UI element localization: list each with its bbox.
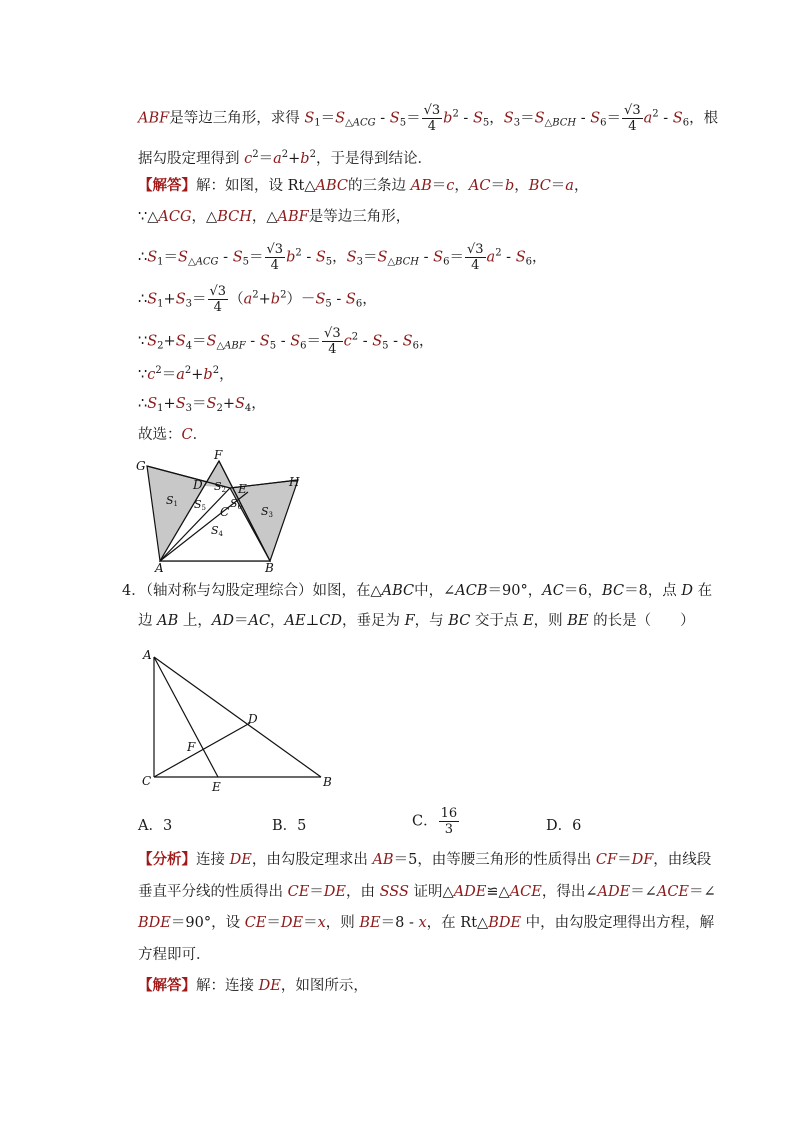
analysis4-line-3: BDE＝90°，设 CE＝DE＝x，则 BE＝8 - x，在 Rt△BDE 中，由勾股定理得出方程，解 <box>138 915 715 931</box>
choice-c: C． $\frac{16}{3}$ <box>412 806 458 837</box>
analysis-line-2: 据勾股定理得到 $c^2=a^2+b^2$，于是得到结论． <box>138 149 432 167</box>
solution-line-7: $\therefore S_1+S_3=S_2+S_4$， <box>138 396 266 414</box>
label-b: B <box>265 561 274 573</box>
label-e: E <box>212 780 221 794</box>
choice-b: B．5 <box>272 818 307 834</box>
choice-d: D．6 <box>546 818 582 834</box>
label-s6: S6 <box>230 497 243 511</box>
question-4-line-2: 边 AB 上，AD＝AC，AE⊥CD，垂足为 F，与 BC 交于点 E，则 BE 的长是（ ） <box>138 613 695 629</box>
label-d: D <box>248 712 258 726</box>
solution-line-1: 【解答】解：如图，设 Rt△ABC的三条边 AB＝c，AC＝b，BC＝a， <box>138 177 589 194</box>
label-s4: S4 <box>211 524 224 538</box>
solution4-line-1: 【解答】解：连接 DE，如图所示， <box>138 977 368 994</box>
label-s2: S2 <box>214 480 227 494</box>
label-d: D <box>193 478 203 492</box>
figure-2-right-triangle <box>135 645 340 795</box>
solution-line-5: $\because S_2+S_4=S_{\triangle ABF} - S_5 - S_6=$ $\frac{√3}{4}$ $c^2 - S_5 - S_6$， <box>138 326 434 357</box>
label-a: A <box>155 561 164 573</box>
label-f: F <box>187 740 196 754</box>
label-a: A <box>143 648 152 662</box>
label-s3: S3 <box>261 505 274 519</box>
analysis4-line-2: 垂直平分线的性质得出 CE＝DE，由 SSS 证明△ADE≌△ACE，得出∠ADE＝∠ACE＝∠ <box>138 884 716 900</box>
label-f: F <box>214 448 223 462</box>
question-4-line-1: 4．（轴对称与勾股定理综合）如图，在△ABC中，∠ACB＝90°，AC＝6，BC＝8，点 D 在 <box>122 583 713 599</box>
label-g: G <box>136 459 146 473</box>
solution-line-3: $\therefore S_1=S_{\triangle ACG} - S_5=$ $\frac{√3}{4}$ $b^2 - S_5$，$S_3=S_{\triangle BCH} - S_6=$ $\frac{√3}{4}$ $a^2 - S_6$， <box>138 242 547 273</box>
label-b: B <box>323 775 332 789</box>
solution-conclusion: 故选：C． <box>138 427 208 443</box>
label-s1: S1 <box>166 494 179 508</box>
label-h: H <box>289 475 300 489</box>
label-c: C <box>142 774 152 788</box>
solution-line-4: $\therefore S_1+S_3=$ $\frac{√3}{4}$ $(a^2+b^2)-S_5 - S_6$， <box>138 284 377 315</box>
choice-a: A．3 <box>138 818 173 834</box>
analysis4-line-4: 方程即可． <box>138 947 211 963</box>
solution-line-2: ∵△ACG，△BCH，△ABF是等边三角形， <box>138 209 411 225</box>
label-s5: S5 <box>194 498 207 512</box>
label-c: C <box>220 505 230 519</box>
label-e: E <box>238 482 247 496</box>
analysis-line-1: ABF是等边三角形，求得 $S_1=S_{\triangle ACG} - S_5=$ $\frac{√3}{4}$ $b^2 - S_5$，$S_3=S_{\triangle BCH} - S_6=$ $\frac{√3}{4}$ $a^2 - S_6$，根 <box>138 103 719 134</box>
analysis4-line-1: 【分析】连接 DE，由勾股定理求出 AB＝5，由等腰三角形的性质得出 CF＝DF，由线段 <box>138 851 712 868</box>
figure-1-pythagoras-triangles <box>130 448 330 573</box>
solution-line-6: $\because c^2=a^2+b^2$， <box>138 365 234 383</box>
